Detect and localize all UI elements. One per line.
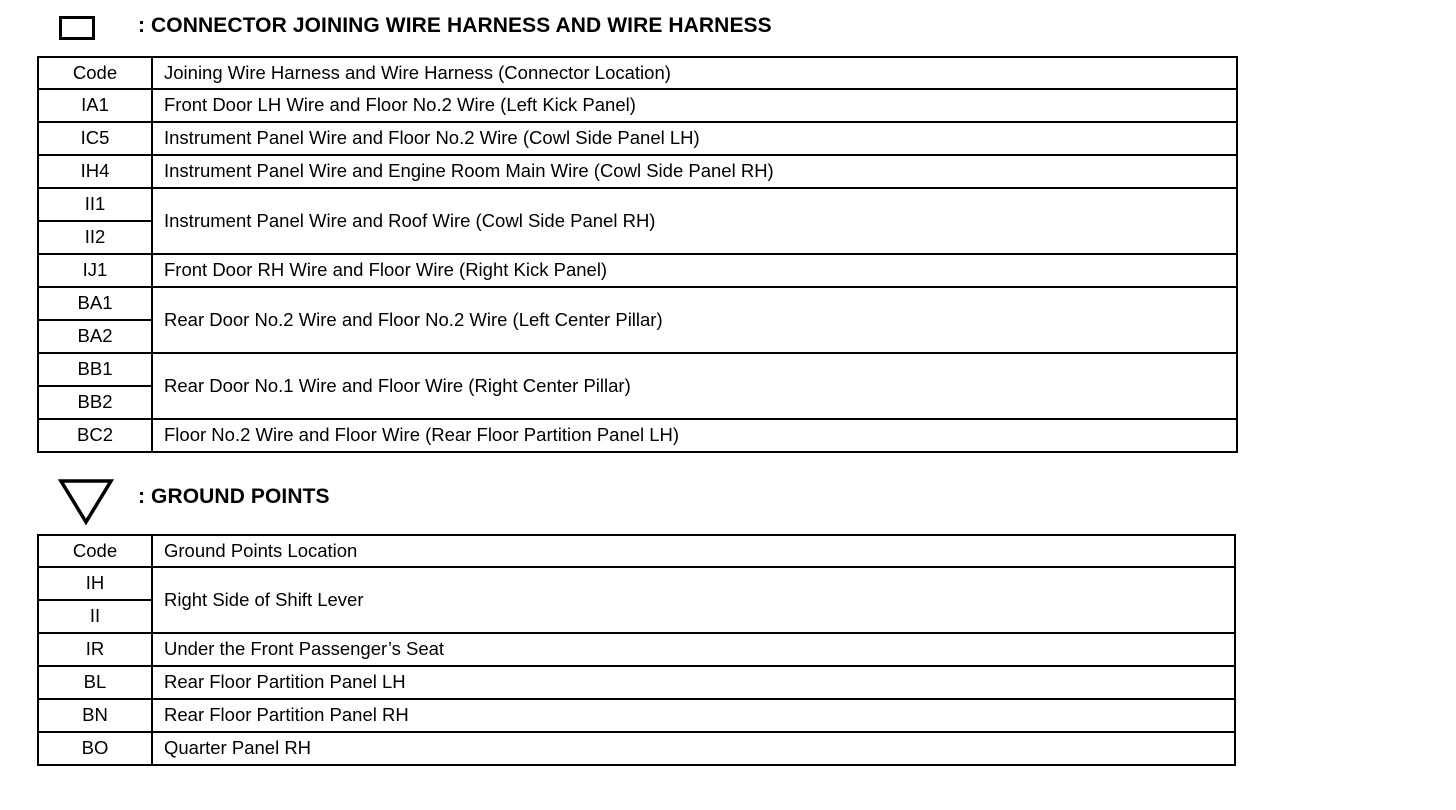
- code-cell: II2: [38, 221, 152, 254]
- code-cell: IC5: [38, 122, 152, 155]
- location-cell: Right Side of Shift Lever: [152, 567, 1235, 633]
- location-column-header: Joining Wire Harness and Wire Harness (Connector Location): [152, 57, 1237, 89]
- location-cell: Under the Front Passenger’s Seat: [152, 633, 1235, 666]
- code-cell: IJ1: [38, 254, 152, 287]
- code-cell: II1: [38, 188, 152, 221]
- code-cell: BB2: [38, 386, 152, 419]
- code-cell: BO: [38, 732, 152, 765]
- ground-points-table: [37, 534, 1236, 766]
- code-cell: BA1: [38, 287, 152, 320]
- location-cell: Instrument Panel Wire and Floor No.2 Wire (Cowl Side Panel LH): [152, 122, 1237, 155]
- code-cell: IA1: [38, 89, 152, 122]
- location-cell: Quarter Panel RH: [152, 732, 1235, 765]
- location-cell: Rear Door No.1 Wire and Floor Wire (Right Center Pillar): [152, 353, 1237, 419]
- location-cell: Rear Floor Partition Panel LH: [152, 666, 1235, 699]
- location-cell: Instrument Panel Wire and Engine Room Main Wire (Cowl Side Panel RH): [152, 155, 1237, 188]
- table-row: [38, 732, 1235, 765]
- table-row: [38, 287, 1237, 320]
- location-cell: Rear Floor Partition Panel RH: [152, 699, 1235, 732]
- code-cell: IH: [38, 567, 152, 600]
- code-cell: IH4: [38, 155, 152, 188]
- code-cell: BB1: [38, 353, 152, 386]
- code-cell: BN: [38, 699, 152, 732]
- code-cell: BL: [38, 666, 152, 699]
- table-row: [38, 188, 1237, 221]
- table-row: [38, 353, 1237, 386]
- code-cell: BC2: [38, 419, 152, 452]
- code-column-header: Code: [38, 535, 152, 567]
- connector-symbol-icon: [59, 16, 95, 40]
- location-cell: Floor No.2 Wire and Floor Wire (Rear Floor Partition Panel LH): [152, 419, 1237, 452]
- location-cell: Front Door LH Wire and Floor No.2 Wire (Left Kick Panel): [152, 89, 1237, 122]
- table-row: [38, 155, 1237, 188]
- location-cell: Rear Door No.2 Wire and Floor No.2 Wire (Left Center Pillar): [152, 287, 1237, 353]
- code-column-header: Code: [38, 57, 152, 89]
- location-column-header: Ground Points Location: [152, 535, 1235, 567]
- table-row: [38, 666, 1235, 699]
- location-cell: Front Door RH Wire and Floor Wire (Right Kick Panel): [152, 254, 1237, 287]
- code-cell: BA2: [38, 320, 152, 353]
- table-row: [38, 254, 1237, 287]
- table-header-row: [38, 57, 1237, 89]
- ground-section-title: : GROUND POINTS: [138, 485, 330, 508]
- table-row: [38, 699, 1235, 732]
- table-header-row: [38, 535, 1235, 567]
- table-row: [38, 633, 1235, 666]
- ground-symbol-icon: [58, 478, 114, 526]
- table-row: [38, 419, 1237, 452]
- table-row: [38, 567, 1235, 600]
- code-cell: IR: [38, 633, 152, 666]
- table-row: [38, 89, 1237, 122]
- table-row: [38, 122, 1237, 155]
- connector-table: [37, 56, 1238, 453]
- location-cell: Instrument Panel Wire and Roof Wire (Cowl Side Panel RH): [152, 188, 1237, 254]
- connector-section-title: : CONNECTOR JOINING WIRE HARNESS AND WIRE HARNESS: [138, 14, 772, 37]
- code-cell: II: [38, 600, 152, 633]
